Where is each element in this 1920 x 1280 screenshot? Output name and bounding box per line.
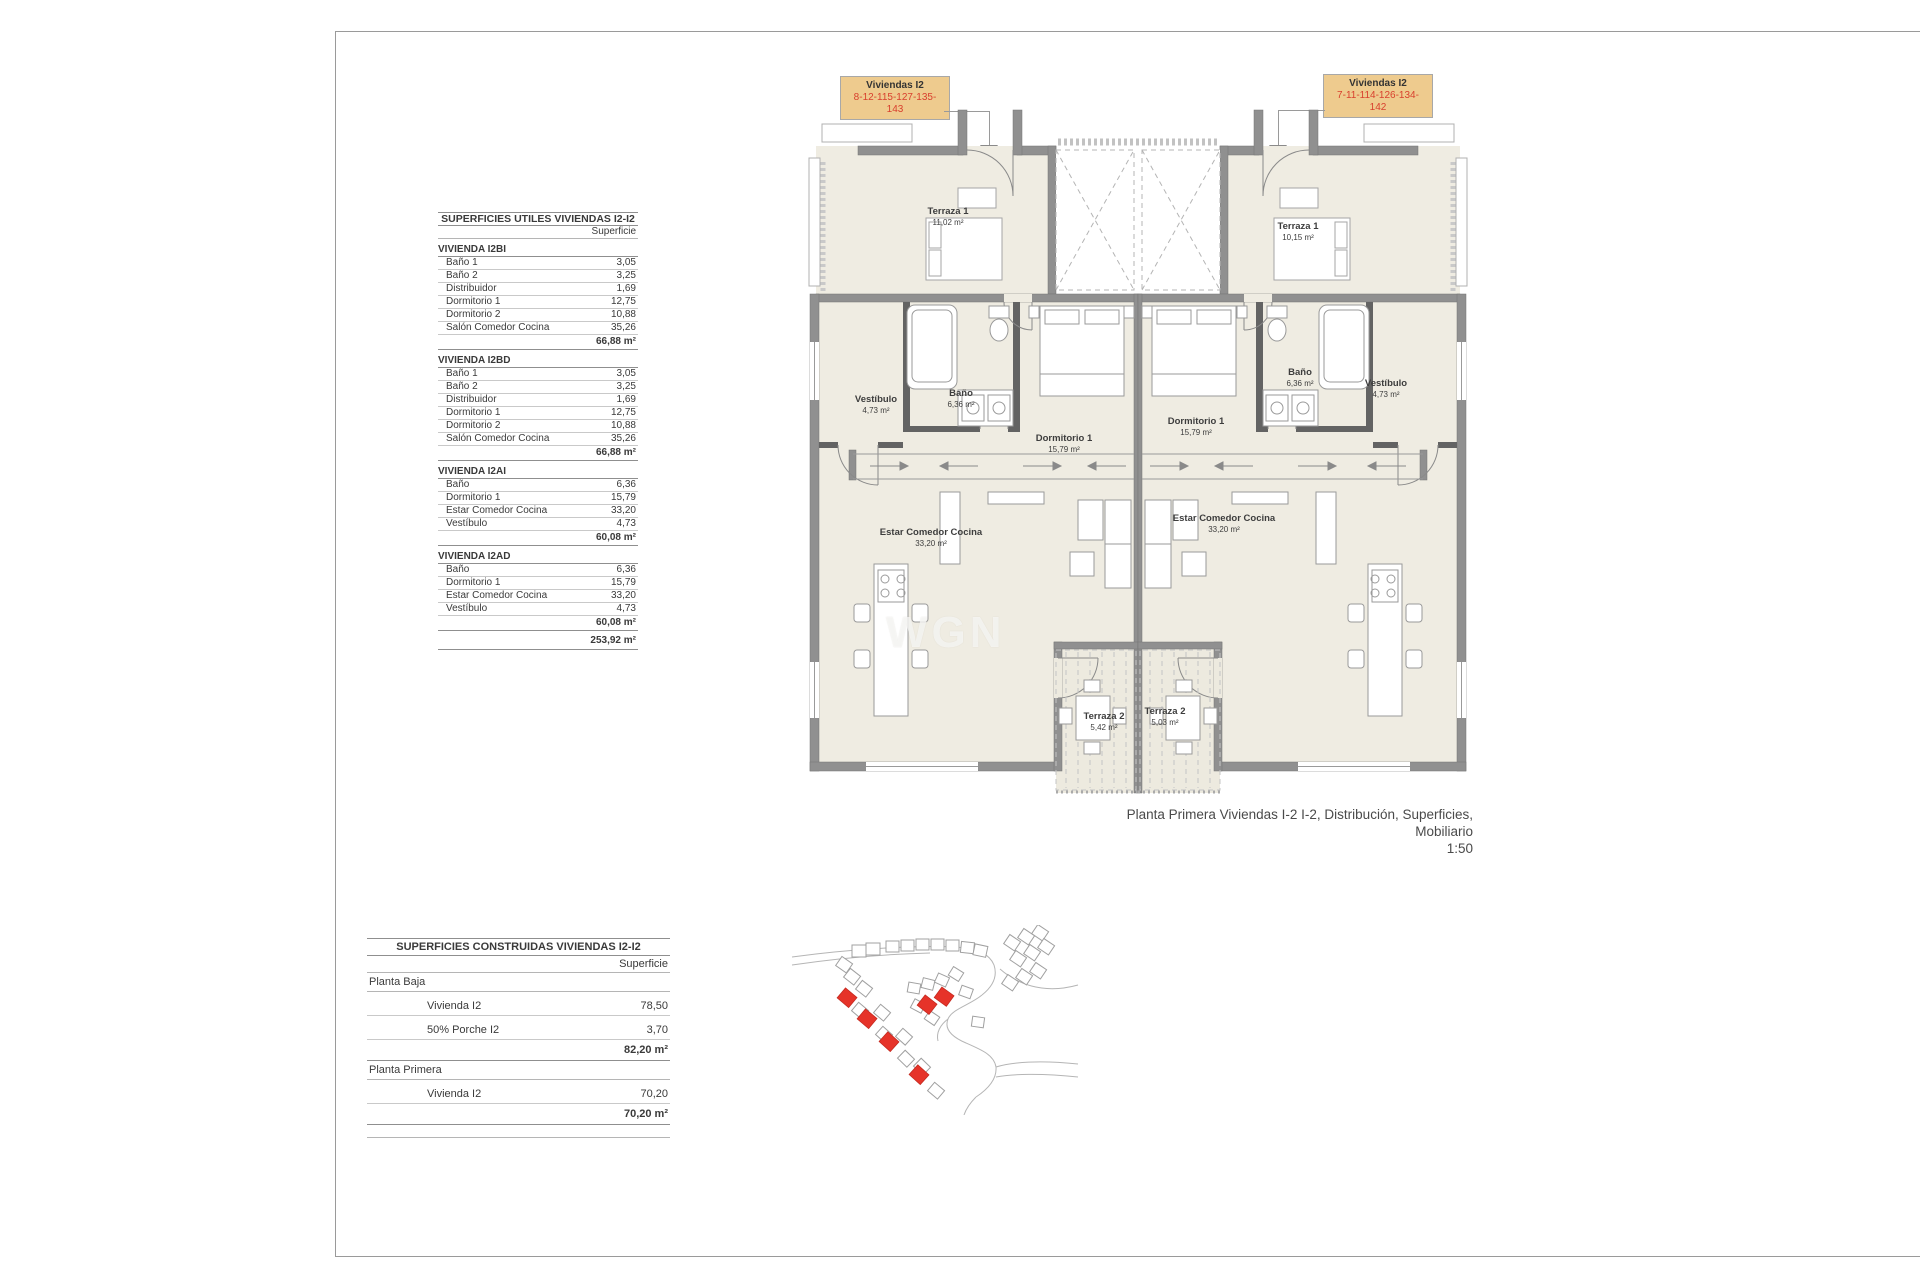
room-label-dormitorio-left: Dormitorio 1 15,79 m² [1035,433,1093,454]
unit-tag-title: Viviendas I2 [866,80,924,91]
room-label-estar-right: Estar Comedor Cocina 33,20 m² [1172,513,1276,534]
section-total: 60,08 m² [438,531,638,546]
stair-void [1056,150,1220,290]
section-vivienda-i2ai: VIVIENDA I2AI Baño 6,36 Dormitorio 1 15,79 Estar Comedor Cocina 33,20 Vestíbulo 4,73 60,08 m² [438,466,638,546]
table-row: Vestíbulo 4,73 [438,518,638,531]
group-total: 70,20 m² [367,1104,670,1125]
table-row: Dormitorio 1 12,75 [438,296,638,309]
table-title: SUPERFICIES CONSTRUIDAS VIVIENDAS I2-I2 [367,938,670,956]
table-row: Baño 2 3,25 [438,270,638,283]
table-row: Distribuidor 1,69 [438,283,638,296]
table-row: Salón Comedor Cocina 35,26 [438,433,638,446]
superficies-construidas-table [367,938,670,1138]
unit-tag-numbers: 8-12-115-127-135-143 [853,92,937,115]
section-total: 66,88 m² [438,446,638,461]
section-vivienda-i2bd: VIVIENDA I2BD Baño 1 3,05 Baño 2 3,25 Distribuidor 1,69 Dormitorio 1 12,75 Dormitorio 2 10,88 Salón Comedor Cocina 35,26 66,88 m² [438,355,638,461]
room-label-terraza1-right: Terraza 1 10,15 m² [1277,221,1319,242]
table-row: Vestíbulo 4,73 [438,603,638,616]
group-header: Planta Primera [367,1061,670,1080]
table-title: SUPERFICIES UTILES VIVIENDAS I2-I2 [438,212,638,226]
room-label-vestibulo-left: Vestíbulo 4,73 m² [854,394,898,415]
room-label-terraza2-right: Terraza 2 5,03 m² [1144,706,1186,727]
table-row: Salón Comedor Cocina 35,26 [438,322,638,335]
column-header: Superficie [438,226,638,239]
section-total: 60,08 m² [438,616,638,631]
table-row: Estar Comedor Cocina 33,20 [438,590,638,603]
table-row: Dormitorio 2 10,88 [438,420,638,433]
group-total: 82,20 m² [367,1040,670,1061]
section-total: 66,88 m² [438,335,638,350]
table-row: Dormitorio 1 15,79 [438,577,638,590]
table-row: Estar Comedor Cocina 33,20 [438,505,638,518]
superficies-utiles-table [438,212,638,650]
table-row: Baño 6,36 [438,479,638,492]
unit-tag-numbers: 7-11-114-126-134-142 [1337,90,1419,113]
table-row: Baño 6,36 [438,564,638,577]
table-row: Dormitorio 2 10,88 [438,309,638,322]
column-header: Superficie [367,956,670,973]
caption-line1: Planta Primera Viviendas I-2 I-2, Distribución, Superficies, Mobiliario [1126,807,1473,839]
table-row: Baño 1 3,05 [438,257,638,270]
section-vivienda-i2ad: VIVIENDA I2AD Baño 6,36 Dormitorio 1 15,79 Estar Comedor Cocina 33,20 Vestíbulo 4,73 60,08 m² [438,551,638,631]
grand-total: 253,92 m² [438,633,638,650]
table-row: Baño 2 3,25 [438,381,638,394]
room-label-bano-right: Baño 6,36 m² [1286,367,1314,388]
room-label-terraza1-left: Terraza 1 11,02 m² [927,206,969,227]
floor-plan-drawing [808,102,1468,802]
table-endline [367,1125,670,1138]
section-vivienda-i2bi: VIVIENDA I2BI Baño 1 3,05 Baño 2 3,25 Distribuidor 1,69 Dormitorio 1 12,75 Dormitorio 2 10,88 Salón Comedor Cocina 35,26 66,88 m² [438,244,638,350]
watermark: WGN [886,608,1006,657]
table-row: 50% Porche I2 3,70 [367,1016,670,1040]
table-row: Vivienda I2 78,50 [367,992,670,1016]
room-label-terraza2-left: Terraza 2 5,42 m² [1083,711,1125,732]
room-label-estar-left: Estar Comedor Cocina 33,20 m² [879,527,983,548]
plan-caption [1070,806,1473,857]
table-row: Distribuidor 1,69 [438,394,638,407]
room-label-bano-left: Baño 6,36 m² [947,388,975,409]
table-row: Dormitorio 1 15,79 [438,492,638,505]
table-row: Baño 1 3,05 [438,368,638,381]
table-row: Dormitorio 1 12,75 [438,407,638,420]
room-label-vestibulo-right: Vestíbulo 4,73 m² [1364,378,1408,399]
unit-tag-title: Viviendas I2 [1349,78,1407,89]
floor-plan [808,102,1468,802]
caption-scale: 1:50 [1446,841,1473,856]
site-location-plan [790,925,1080,1115]
group-header: Planta Baja [367,973,670,992]
table-row: Vivienda I2 70,20 [367,1080,670,1104]
room-label-dormitorio-right: Dormitorio 1 15,79 m² [1167,416,1225,437]
